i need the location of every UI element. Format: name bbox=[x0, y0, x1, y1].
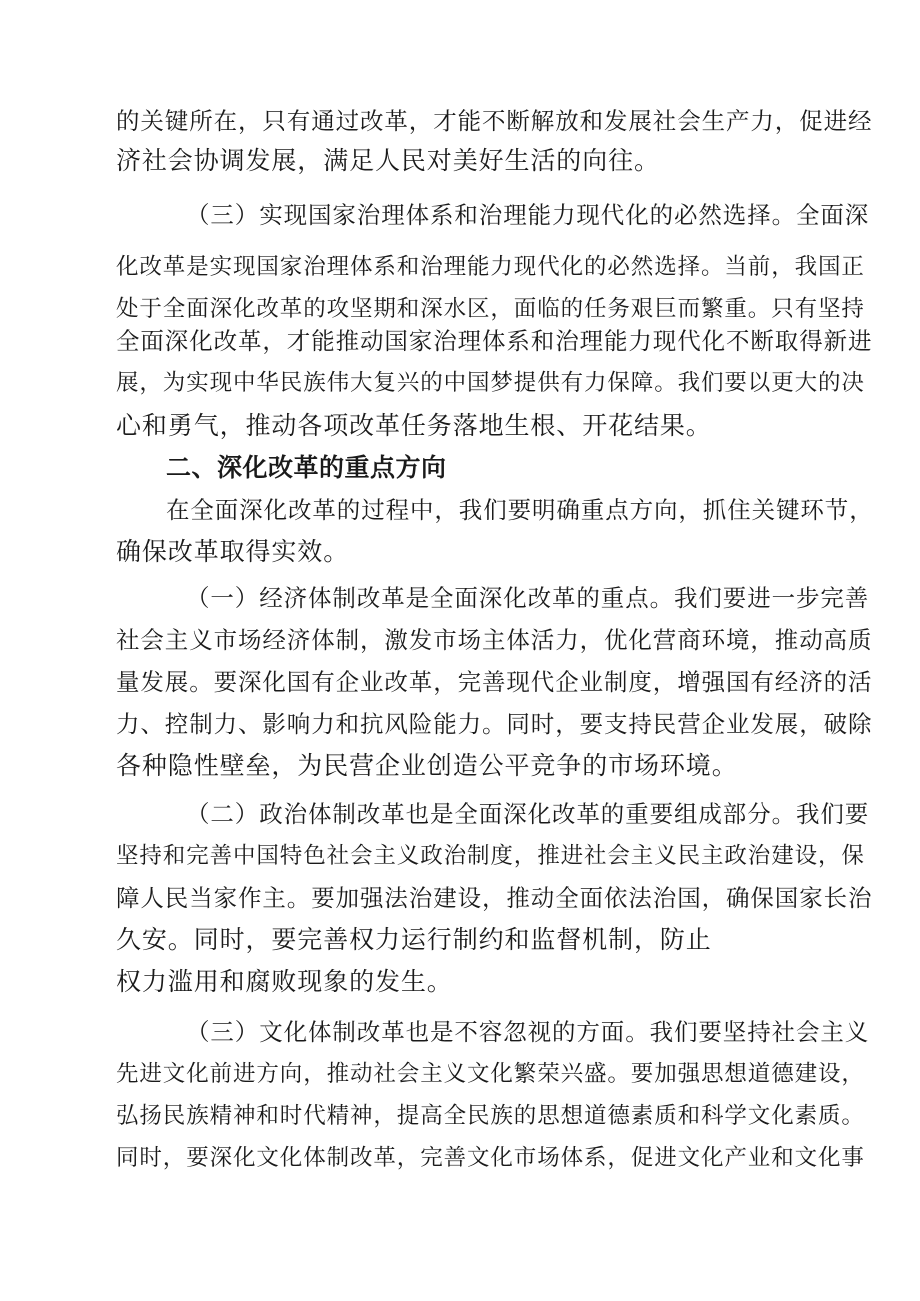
text-line: 处于全面深化改革的攻坚期和深水区，面临的任务艰巨而繁重。只有坚持 bbox=[116, 296, 865, 322]
text-line: 同时，要深化文化体制改革，完善文化市场体系，促进文化产业和文化事 bbox=[116, 1145, 865, 1171]
section-heading: 二、深化改革的重点方向 bbox=[166, 453, 447, 482]
text-line: 的关键所在，只有通过改革，才能不断解放和发展社会生产力，促进经 bbox=[116, 107, 873, 135]
text-line: 展，为实现中华民族伟大复兴的中国梦提供有力保障。我们要以更大的决 bbox=[116, 370, 865, 396]
text-line: 权力滥用和腐败现象的发生。 bbox=[116, 967, 453, 996]
text-line: （二）政治体制改革也是全面深化改革的重要组成部分。我们要 bbox=[186, 800, 870, 828]
text-line: 确保改革取得实效。 bbox=[116, 537, 350, 566]
text-line: 力、控制力、影响力和抗风险能力。同时，要支持民营企业发展，破除 bbox=[116, 710, 873, 738]
text-line: 弘扬民族精神和时代精神，提高全民族的思想道德素质和科学文化素质。 bbox=[116, 1103, 865, 1129]
text-line: 济社会协调发展，满足人民对美好生活的向往。 bbox=[116, 146, 660, 175]
text-line: （三）实现国家治理体系和治理能力现代化的必然选择。全面深 bbox=[186, 201, 870, 229]
text-line: 化改革是实现国家治理体系和治理能力现代化的必然选择。当前，我国正 bbox=[116, 254, 865, 280]
text-line: （三）文化体制改革也是不容忽视的方面。我们要坚持社会主义 bbox=[186, 1018, 870, 1046]
text-line: 全面深化改革，才能推动国家治理体系和治理能力现代化不断取得新进 bbox=[116, 327, 873, 355]
text-line: 久安。同时，要完善权力运行制约和监督机制，防止 bbox=[116, 925, 712, 954]
text-line: 障人民当家作主。要加强法治建设，推动全面依法治国，确保国家长治 bbox=[116, 884, 873, 912]
text-line: 各种隐性壁垒，为民营企业创造公平竞争的市场环境。 bbox=[116, 751, 738, 780]
text-line: 社会主义市场经济体制，激发市场主体活力，优化营商环境，推动高质 bbox=[116, 626, 873, 654]
text-line: 在全面深化改革的过程中，我们要明确重点方向，抓住关键环节， bbox=[166, 496, 874, 524]
text-line: 心和勇气，推动各项改革任务落地生根、开花结果。 bbox=[116, 411, 712, 440]
text-line: 坚持和完善中国特色社会主义政治制度，推进社会主义民主政治建设，保 bbox=[116, 843, 865, 869]
text-line: 先进文化前进方向，推动社会主义文化繁荣兴盛。要加强思想道德建设， bbox=[116, 1061, 865, 1087]
text-line: （一）经济体制改革是全面深化改革的重点。我们要进一步完善 bbox=[186, 584, 870, 612]
text-line: 量发展。要深化国有企业改革，完善现代企业制度，增强国有经济的活 bbox=[116, 668, 873, 696]
